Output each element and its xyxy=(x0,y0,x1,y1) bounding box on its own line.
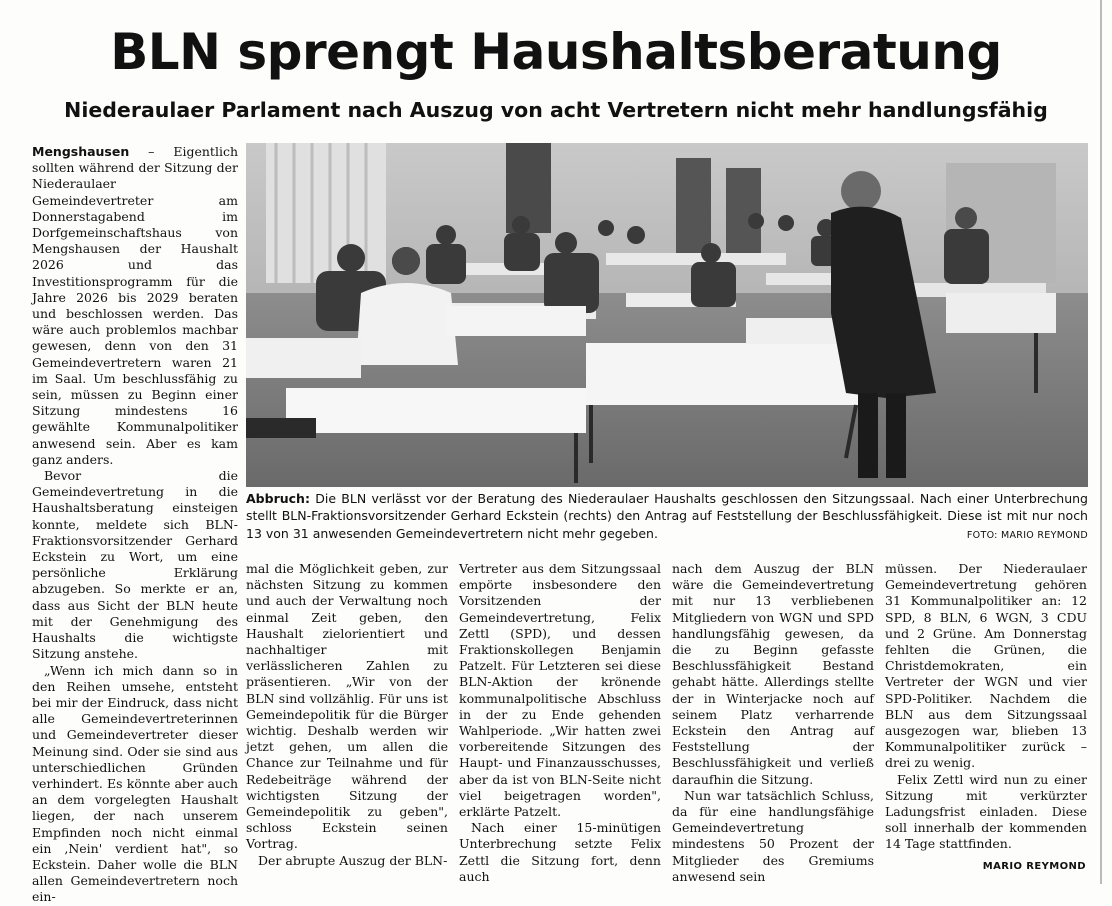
photo-credit: FOTO: MARIO REYMOND xyxy=(966,529,1088,541)
paragraph: Vertreter aus dem Sitzungssaal empörte insbesondere den Vorsitzenden der Gemeindevertretung, Felix Zettl (SPD), und dessen Fraktionskollegen Benjamin Patzelt. Für Letzteren sei diese BLN-Aktion der krönende kommunalpolitische Abschluss in der zu Ende gehenden Wahlperiode. „Wir hatten zwei vorbereitende Sitzungen des Haupt- und Finanzausschusses, aber da ist von BLN-Seite nicht viel beigetragen worden", erklärte Patzelt. xyxy=(459,561,661,820)
paragraph: Nach einer 15-minütigen Unterbrechung setzte Felix Zettl die Sitzung fort, denn auch xyxy=(459,820,661,884)
article-column-3 xyxy=(459,561,661,885)
headline: BLN sprengt Haushaltsberatung xyxy=(110,23,1002,81)
author-byline: MARIO REYMOND xyxy=(982,861,1086,872)
article-column-2 xyxy=(246,561,448,869)
article-column-1 xyxy=(32,144,238,906)
paragraph: Bevor die Gemeindevertretung in die Haushaltsberatung einsteigen konnte, meldete sich BLN-Fraktionsvorsitzender Gerhard Eckstein zu Wort, um eine persönliche Erklärung abzugeben. So merkte er an, dass aus Sicht der BLN heute mit der Genehmigung des Haushalts die wichtigste Sitzung anstehe. xyxy=(32,468,238,662)
paragraph: „Wenn ich mich dann so in den Reihen umsehe, entsteht bei mir der Eindruck, dass nicht alle Gemeindevertreterinnen und Gemeindevertreter dieser Meinung sind. Oder sie sind aus unterschiedlichen Gründen verhindert. Es könnte aber auch an dem vorgelegten Haushalt liegen, der nach unserem Empfinden noch nicht einmal ein ,Nein' verdient hat", so Eckstein. Daher wolle die BLN allen Gemeindevertretern noch ein- xyxy=(32,662,238,905)
page-edge-rule xyxy=(1100,0,1102,884)
paragraph: mal die Möglichkeit geben, zur nächsten Sitzung zu kommen und auch der Verwaltung noch einmal Zeit geben, den Haushalt zielorientiert und nachhaltiger mit verlässlicheren Zahlen zu präsentieren. „Wir von der BLN sind vollzählig. Für uns ist Gemeindepolitik für die Bürger wichtig. Deshalb werden wir jetzt gehen, um allen die Chance zur Teilnahme und für Redebeiträge während der wichtigsten Sitzung der Gemeindepolitik zu geben", schloss Eckstein seinen Vortrag. xyxy=(246,561,448,852)
dateline: Mengshausen xyxy=(32,144,130,159)
meeting-photo-illustration xyxy=(246,143,1088,487)
meeting-photo xyxy=(246,143,1088,487)
photo-caption xyxy=(246,490,1088,544)
article-column-5 xyxy=(885,561,1087,853)
paragraph: Nun war tatsächlich Schluss, da für eine handlungsfähige Gemeindevertretung mindestens 50 Prozent der Mitglieder des Gremiums anwesend sein xyxy=(672,787,874,884)
paragraph: Der abrupte Auszug der BLN- xyxy=(258,852,448,868)
paragraph: nach dem Auszug der BLN wäre die Gemeindevertretung mit nur 13 verbliebenen Mitgliedern von WGN und SPD handlungsfähig gewesen, da die zu Beginn gefasste Beschlussfähigkeit Bestand gehabt hätte. Allerdings stellte der in Winterjacke noch auf seinem Platz verharrende Eckstein den Antrag auf Feststellung der Beschlussfähigkeit und verließ daraufhin die Sitzung. xyxy=(672,561,874,787)
caption-lead: Abbruch: xyxy=(246,491,310,506)
paragraph: Mengshausen – Eigentlich sollten während der Sitzung der Niederaulaer Gemeindevertreter am Donnerstagabend im Dorfgemeinschaftshaus von Mengshausen der Haushalt 2026 und das Investitionsprogramm für die Jahre 2026 bis 2029 beraten und beschlossen werden. Das wäre auch problemlos machbar gewesen, denn von den 31 Gemeindevertretern waren 21 im Saal. Um beschlussfähig zu sein, müssen zu Beginn einer Sitzung mindestens 16 gewählte Kommunalpolitiker anwesend sein. Aber es kam ganz anders. xyxy=(32,144,238,467)
article-column-4 xyxy=(672,561,874,885)
paragraph: Felix Zettl wird nun zu einer Sitzung mit verkürzter Ladungsfrist einladen. Diese soll innerhalb der kommenden 14 Tage stattfinden. xyxy=(885,771,1087,852)
subheadline: Niederaulaer Parlament nach Auszug von acht Vertretern nicht mehr handlungsfähig xyxy=(64,98,1048,122)
paragraph: müssen. Der Niederaulaer Gemeindevertretung gehören 31 Kommunalpolitiker an: 12 SPD, 8 BLN, 6 WGN, 3 CDU und 2 Grüne. Am Donnerstag fehlten die Grünen, die Christdemokraten, ein Vertreter der WGN und vier SPD-Politiker. Nachdem die BLN aus dem Sitzungssaal ausgezogen war, blieben 13 Kommunalpolitiker zurück – drei zu wenig. xyxy=(885,561,1087,771)
caption-text: Die BLN verlässt vor der Beratung des Niederaulaer Haushalts geschlossen den Sitzungssaal. Nach einer Unterbrechung stellt BLN-Fraktionsvorsitzender Gerhard Eckstein (rechts) den Antrag auf Feststellung der Beschlussfähigkeit. Diese ist mit nur noch 13 von 31 anwesenden Gemeindevertretern nicht mehr gegeben. xyxy=(246,491,1088,541)
